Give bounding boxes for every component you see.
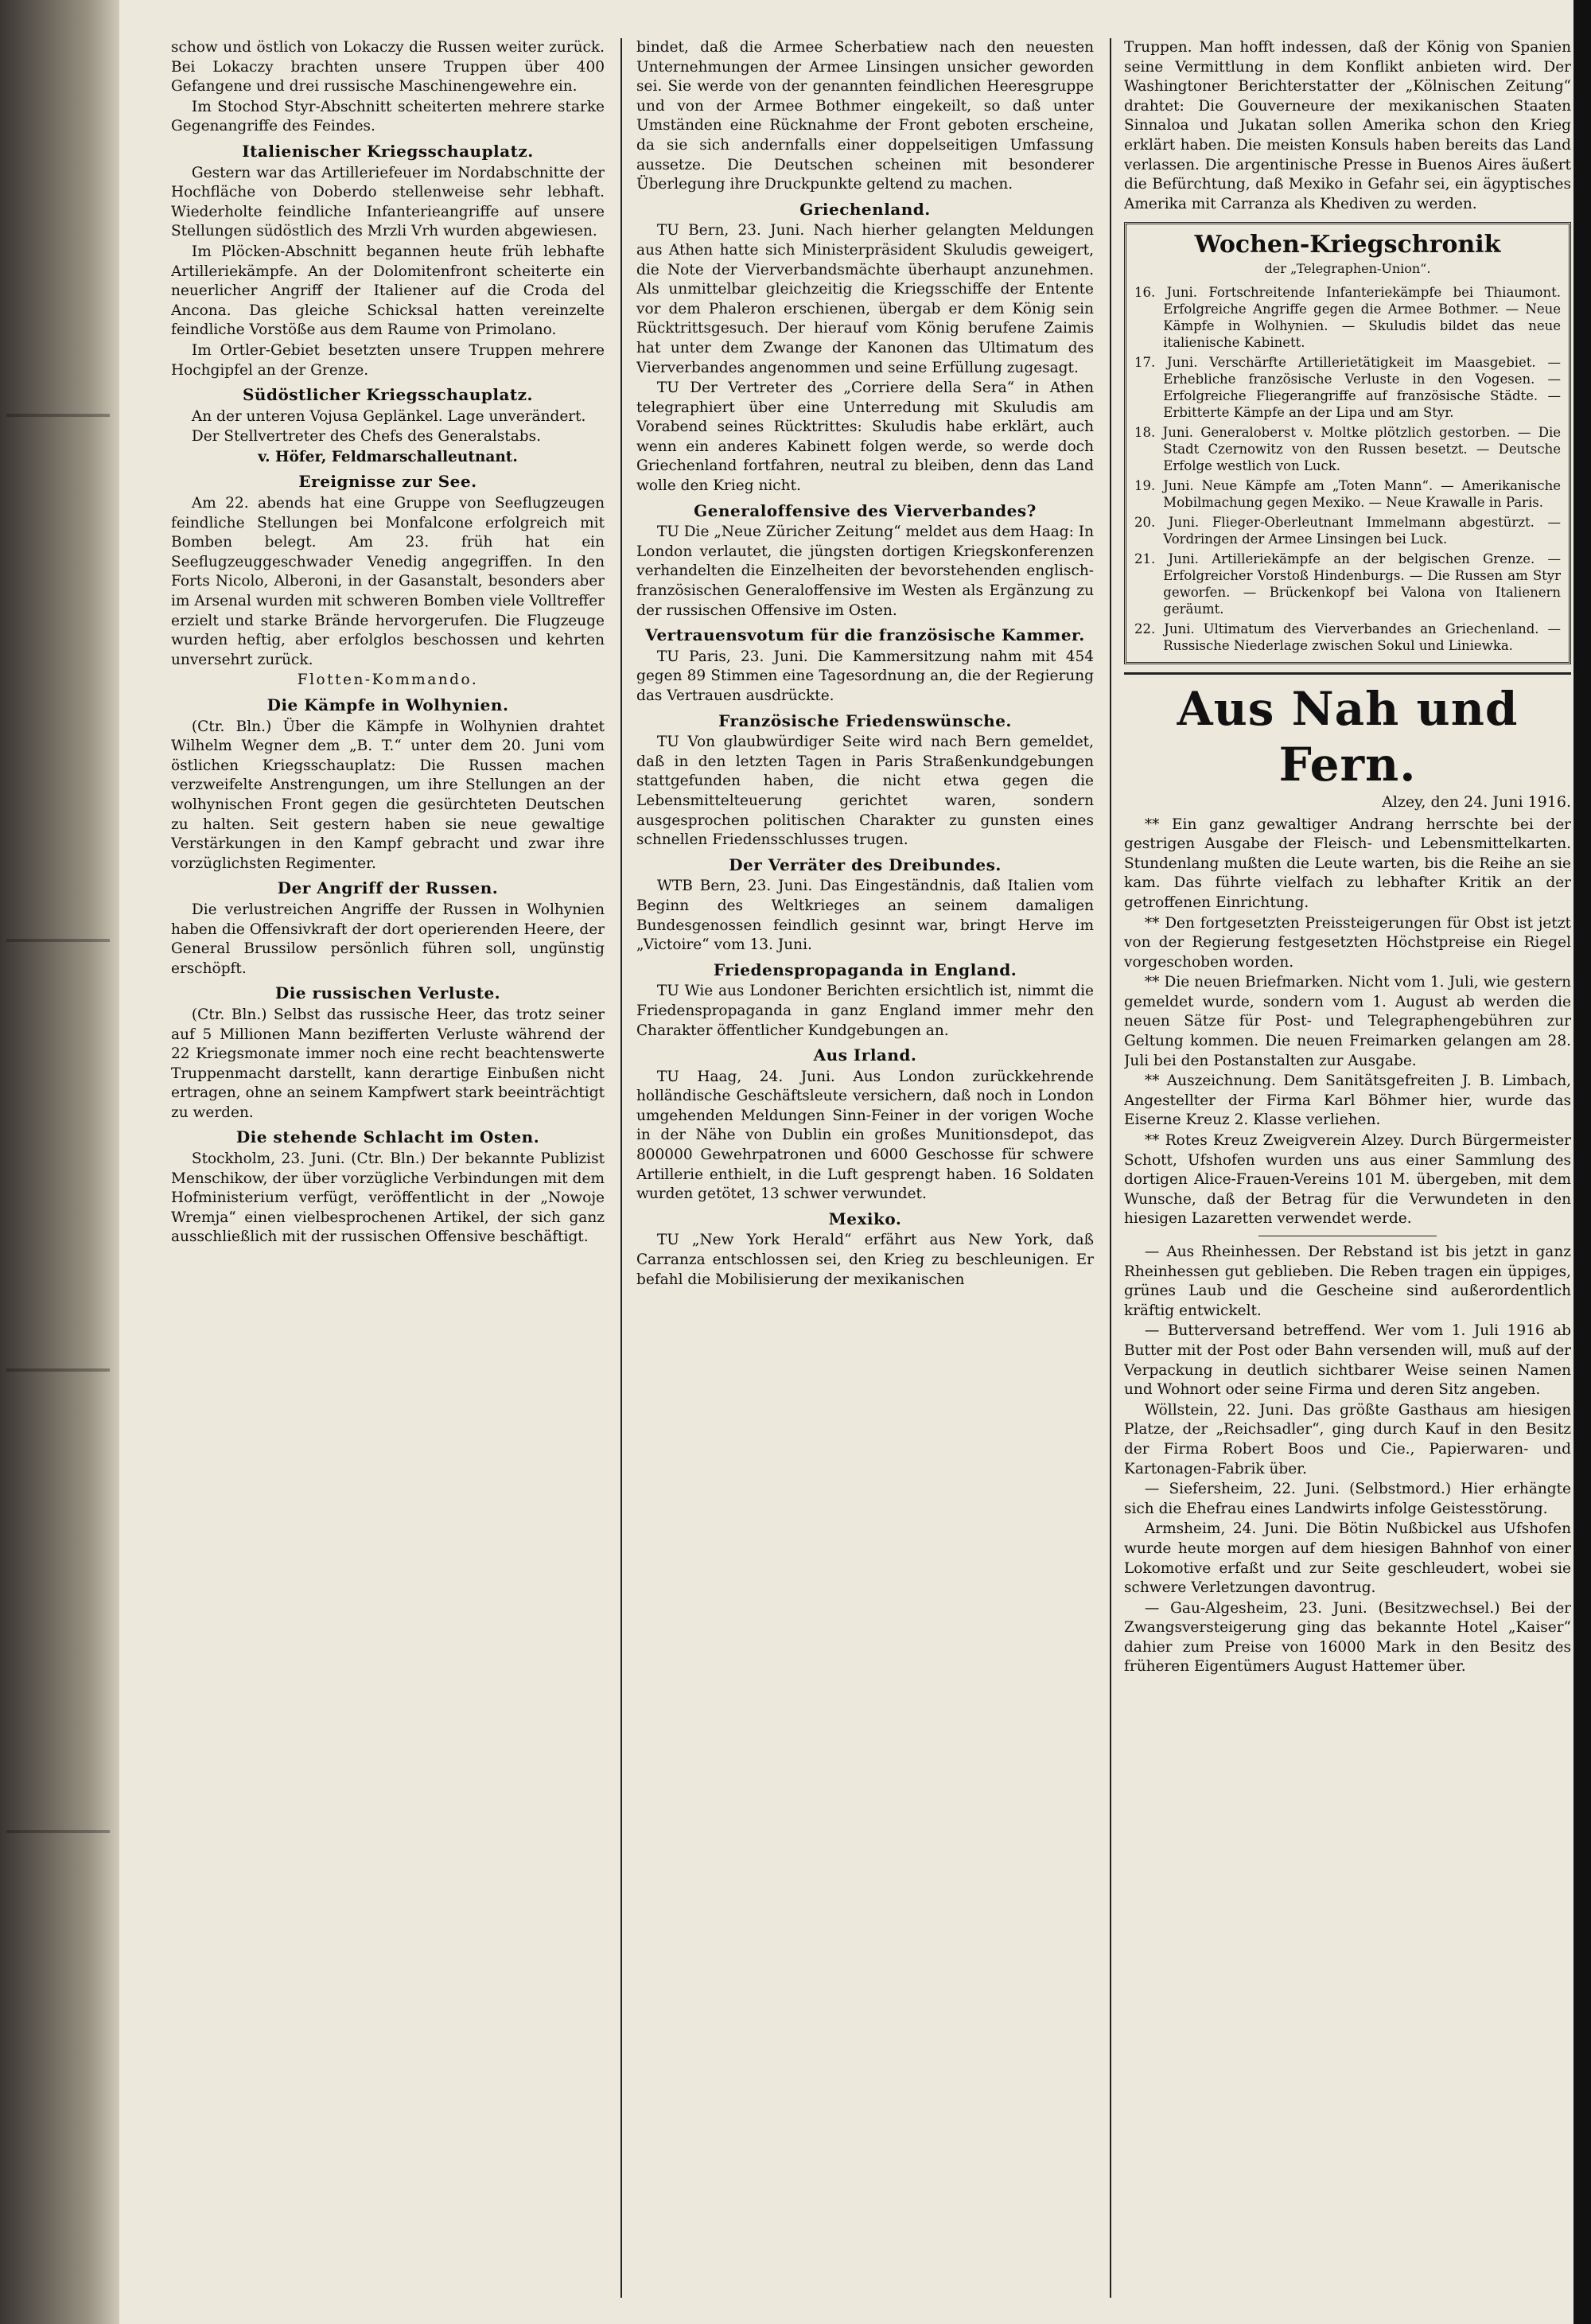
section-heading: Ereignisse zur See. [298,472,477,492]
paragraph: Truppen. Man hofft indessen, daß der König von Spanien seine Vermittlung in dem Konflikt anbieten wird. Der Washingtoner Berichterstatter der „Kölnischen Zeitung“ drahtet: Die Gouverneure der mexikanischen Staaten Sinnaloa und Jukatan sollen Amerika schon den Krieg erklärt haben. Die meisten Konsuls haben bereits das Land verlassen. Die argentinische Presse in Buenos Aires äußert die Befürchtung, daß Mexiko in Gefahr sei, ein ägyptisches Amerika mit Carranza als Khediven zu werden. [1124,39,1571,212]
paragraph: TU Bern, 23. Juni. Nach hierher gelangten Meldungen aus Athen hatte sich Ministerpräsident Skuludis geweigert, die Note der Vierverbandsmächte überhaupt anzunehmen. Als unmittelbar gleichzeitig die Kriegsschiffe der Entente vor dem Phaleron erschienen, übergab er dem König sein Rücktrittsgesuch. Der hierauf vom König berufene Zaimis hat unter dem Zwange der Kanonen das Ultimatum des Vierverbandes angenommen und seine Erfüllung zugesagt. [636,222,1094,376]
section-heading: Der Verräter des Dreibundes. [729,854,1002,874]
section-heading: Friedenspropaganda in England. [713,960,1017,979]
section-heading: Aus Irland. [813,1045,917,1065]
section-heading: Generaloffensive des Vierverbandes? [694,500,1037,520]
paragraph: ** Die neuen Briefmarken. Nicht vom 1. Juli, wie gestern gemeldet wurde, sondern vom 1. August ab werden die neuen Sätze für Post- und Telegraphengebühren zur Geltung kommen. Die neuen Freimarken gelangen am 28. Juli bei den Postanstalten zur Ausgabe. [1124,974,1571,1069]
book-binding [0,0,119,2324]
weekly-chronicle-box [1124,222,1571,664]
paragraph: bindet, daß die Armee Scherbatiew nach den neuesten Unternehmungen der Armee Linsingen unsicher geworden sei. Sie werde von der genannten feindlichen Heeresgruppe und von der Armee Bothmer eingekeilt, so daß unter Umständen eine Rücknahme der Front geboten erscheine, da sie sich andernfalls einer doppelseitigen Umfassung aussetze. Die Deutschen scheinen mit besonderer Überlegung ihre Druckpunkte geltend zu machen. [636,39,1094,193]
weekly-chronicle-entries [1134,284,1561,654]
section-heading: Italienischer Kriegsschauplatz. [242,141,534,161]
paragraph: TU Paris, 23. Juni. Die Kammersitzung nahm mit 454 gegen 89 Stimmen eine Tagesordnung an, die der Regierung das Vertrauen ausdrückte. [636,648,1094,704]
paragraph: WTB Bern, 23. Juni. Das Eingeständnis, daß Italien vom Beginn des Weltkrieges an seinem damaligen Bundesgenossen feindlich gesinnt war, bringt Herve im „Victoire“ vom 13. Juni. [636,878,1094,954]
section-heading: Die russischen Verluste. [274,983,501,1003]
section-heading: Der Angriff der Russen. [277,878,499,898]
weekly-chronicle-entry: 16. Juni. Fortschreitende Infanteriekämpfe bei Thiaumont. Erfolgreiche Angriffe gegen die Armee Bothmer. — Neue Kämpfe in Wolhynien. — Skuludis bildet das neue italienische Kabinett. [1134,284,1561,350]
column-divider [620,38,622,2298]
section-heading: Mexiko. [828,1209,902,1228]
paragraph: TU Haag, 24. Juni. Aus London zurückkehrende holländische Geschäftsleute versichern, daß noch in London umgehenden Meldungen Sinn-Feiner in der vorigen Woche in der Nähe von Dublin ein großes Munitionsdepot, das 800000 Gewehrpatronen und 6000 Geschosse für schwere Artillerie enthielt, in die Luft gesprengt haben. 16 Soldaten wurden getötet, 13 schwer verwundet. [636,1068,1094,1203]
paragraph: Gestern war das Artilleriefeuer im Nordabschnitte der Hochfläche von Doberdo stellenweise sehr lebhaft. Wiederholte feindliche Infanterieangriffe auf unsere Stellungen südöstlich des Mrzli Vrh wurden abgewiesen. [171,164,605,240]
paragraph: ** Ein ganz gewaltiger Andrang herrschte bei der gestrigen Ausgabe der Fleisch- und Lebensmittelkarten. Stundenlang mußten die Leute warten, bis die Reihe an sie kam. Das führte vielfach zu lebhafter Kritik an der getroffenen Einrichtung. [1124,816,1571,911]
paragraph: TU Der Vertreter des „Corriere della Sera“ in Athen telegraphiert über eine Unterredung mit Skuludis am Vorabend seines Rücktrittes: Skuludis habe erklärt, auch wenn ein anderes Kabinett folgen werde, so werde doch Griechenland fortfahren, neutral zu bleiben, denn das Land wolle den Krieg nicht. [636,380,1094,495]
signature-name: v. Höfer, Feldmarschalleutnant. [258,448,518,465]
paragraph: — Aus Rheinhessen. Der Rebstand ist bis jetzt in ganz Rheinhessen gut geblieben. Die Reben tragen ein üppiges, grünes Laub und die Gescheine sind außerordentlich kräftig entwickelt. [1124,1244,1571,1319]
section-heading: Die stehende Schlacht im Osten. [235,1127,540,1147]
weekly-chronicle-subtitle: der „Telegraphen-Union“. [1264,261,1431,277]
paragraph: — Butterversand betreffend. Wer vom 1. Juli 1916 ab Butter mit der Post oder Bahn versenden will, muß auf der Verpackung in deutlich sichtbarer Weise seinen Namen und Wohnort oder seine Firma und deren Sitz angeben. [1124,1322,1571,1399]
signature: Flotten-Kommando. [297,672,479,689]
local-news-dateline: Alzey, den 24. Juni 1916. [1382,792,1571,811]
column-1 [171,38,605,2298]
weekly-chronicle-entry: 20. Juni. Flieger-Oberleutnant Immelmann abgestürzt. — Vordringen der Armee Linsingen bei Luck. [1134,514,1561,547]
weekly-chronicle-entry: 18. Juni. Generaloberst v. Moltke plötzlich gestorben. — Die Stadt Czernowitz von den Russen besetzt. — Deutsche Erfolge westlich von Luck. [1134,424,1561,473]
paragraph: Im Plöcken-Abschnitt begannen heute früh lebhafte Artilleriekämpfe. An der Dolomitenfront scheiterte ein neuerlicher Angriff der Italiener auf die Croda del Ancona. Das gleiche Schicksal hatten vereinzelte feindliche Vorstöße aus dem Raume von Primolano. [171,243,605,339]
paragraph: — Gau-Algesheim, 23. Juni. (Besitzwechsel.) Bei der Zwangsversteigerung ging das bekannte Hotel „Kaiser“ dahier zum Preise von 16000 Mark in den Besitz des früheren Eigentümers August Hattemer über. [1124,1599,1571,1676]
paragraph: — Siefersheim, 22. Juni. (Selbstmord.) Hier erhängte sich die Ehefrau eines Landwirts infolge Geistesstörung. [1124,1481,1571,1517]
paragraph: TU Von glaubwürdiger Seite wird nach Bern gemeldet, daß in den letzten Tagen in Paris Straßenkundgebungen stattgefunden haben, die nicht etwa gegen die Lebensmittelteuerung gerichtet waren, sondern ausgesprochen politischen Charakter zu gunsten eines schnellen Friedensschlusses trugen. [636,734,1094,849]
local-news-title: Aus Nah und Fern. [1177,681,1519,792]
page-edge [1573,0,1591,2324]
weekly-chronicle-entry: 17. Juni. Verschärfte Artillerietätigkeit im Maasgebiet. — Erhebliche französische Verluste in den Vogesen. — Erfolgreiche Fliegerangriffe auf französische Städte. — Erbitterte Kämpfe an der Lipa und am Styr. [1134,354,1561,420]
paragraph: Wöllstein, 22. Juni. Das größte Gasthaus am hiesigen Platze, der „Reichsadler“, ging durch Kauf in den Besitz der Firma Robert Boos und Cie., Papierwaren- und Kartonagen-Fabrik über. [1124,1401,1571,1477]
section-heading: Vertrauensvotum für die französische Kammer. [645,625,1085,645]
paragraph: Im Ortler-Gebiet besetzten unsere Truppen mehrere Hochgipfel an der Grenze. [171,341,605,379]
paragraph: TU „New York Herald“ erfährt aus New York, daß Carranza entschlossen sei, den Krieg zu beschleunigen. Er befahl die Mobilisierung der mexikanischen [636,1232,1094,1288]
section-heading: Französische Friedenswünsche. [718,710,1012,730]
paragraph: ** Den fortgesetzten Preissteigerungen für Obst ist jetzt von der Regierung festgesetzten Höchstpreise ein Riegel vorgeschoben worden. [1124,914,1571,971]
paragraph: ** Auszeichnung. Dem Sanitätsgefreiten J. B. Limbach, Angestellter der Firma Karl Böhmer hier, wurde das Eiserne Kreuz 2. Klasse verliehen. [1124,1072,1571,1129]
section-heading: Südöstlicher Kriegsschauplatz. [242,385,533,405]
paragraph: Die verlustreichen Angriffe der Russen in Wolhynien haben die Offensivkraft der dort operierenden Heere, der General Brussilow persönlich führen soll, ungünstig erschöpft. [171,901,605,977]
paragraph: (Ctr. Bln.) Selbst das russische Heer, das trotz seiner auf 5 Millionen Mann bezifferten Verluste während der 22 Kriegsmonate immer noch eine recht beachtenswerte Truppenmacht darstellt, kann derartige Einbußen nicht ertragen, ohne an seinem Kampfwert stark beeinträchtigt zu werden. [171,1006,605,1121]
paragraph: Im Stochod Styr-Abschnitt scheiterten mehrere starke Gegenangriffe des Feindes. [171,98,605,135]
paragraph: Armsheim, 24. Juni. Die Bötin Nußbickel aus Ufshofen wurde heute morgen auf dem hiesigen Bahnhof von einer Lokomotive erfaßt und zur Seite geschleudert, wobei sie schwere Verletzungen davontrug. [1124,1520,1571,1597]
weekly-chronicle-entry: 19. Juni. Neue Kämpfe am „Toten Mann“. — Amerikanische Mobilmachung gegen Mexiko. — Neue Krawalle in Paris. [1134,477,1561,510]
column-divider [1110,38,1111,2298]
paragraph: TU Wie aus Londoner Berichten ersichtlich ist, nimmt die Friedenspropaganda in ganz England immer mehr den Charakter öffentlicher Kundgebungen an. [636,983,1094,1039]
paragraph: ** Rotes Kreuz Zweigverein Alzey. Durch Bürgermeister Schott, Ufshofen wurden uns aus einer Sammlung des dortigen Alice-Frauen-Vereins 101 M. übergeben, mit dem Wunsche, daß der Betrag für die Verwundeten in den hiesigen Lazaretten verwendet werde. [1124,1132,1571,1228]
weekly-chronicle-title: Wochen-Kriegschronik [1194,231,1501,259]
paragraph: An der unteren Vojusa Geplänkel. Lage unverändert. [191,407,586,425]
signature: Der Stellvertreter des Chefs des Generalstabs. [191,428,541,446]
paragraph: Am 22. abends hat eine Gruppe von Seeflugzeugen feindliche Stellungen bei Monfalcone erfolgreich mit Bomben belegt. Am 23. früh hat ein Seeflugzeuggeschwader Venedig angegriffen. In den Forts Nicolo, Alberoni, in der Gasanstalt, besonders aber im Arsenal wurden mit schweren Bomben viele Volltreffer erzielt und starke Brände hervorgerufen. Die Flugzeuge wurden heftig, aber erfolglos beschossen und kehrten unversehrt zurück. [171,495,605,668]
paragraph: Stockholm, 23. Juni. (Ctr. Bln.) Der bekannte Publizist Menschikow, der über vorzügliche Verbindungen mit dem Hofministerium verfügt, veröffentlicht in der „Nowoje Wremja“ einen vielbesprochenen Artikel, der sich ganz ausschließlich mit der russischen Offensive beschäftigt. [171,1150,605,1246]
paragraph: (Ctr. Bln.) Über die Kämpfe in Wolhynien drahtet Wilhelm Wegner dem „B. T.“ unter dem 20. Juni vom östlichen Kriegsschauplatz: Die Russen machen verzweifelte Anstrengungen, um ihre Stellungen an der wolhynischen Front gegen die gesürchteten Deutschen zu halten. Seit gestern haben sie neue gewaltige Verstärkungen in den Kampf gebracht und zwar ihre vorzüglichsten Regimenter. [171,718,605,872]
paragraph: schow und östlich von Lokaczy die Russen weiter zurück. Bei Lokaczy brachten unsere Truppen über 400 Gefangene und drei russische Maschinengewehre ein. [171,39,605,95]
section-divider [1124,672,1571,675]
column-3 [1124,38,1571,2298]
weekly-chronicle-entry: 22. Juni. Ultimatum des Vierverbandes an Griechenland. — Russische Niederlage zwischen Sokul und Liniewka. [1134,621,1561,653]
weekly-chronicle-entry: 21. Juni. Artilleriekämpfe an der belgischen Grenze. — Erfolgreicher Vorstoß Hindenburgs. — Die Russen am Styr geworfen. — Brückenkopf bei Valona von Italienern geräumt. [1134,551,1561,617]
section-heading: Die Kämpfe in Wolhynien. [266,695,509,714]
paragraph: TU Die „Neue Züricher Zeitung“ meldet aus dem Haag: In London verlautet, die jüngsten dortigen Kriegskonferenzen verhandelten die Einzelheiten der bevorstehenden englisch-französischen Generaloffensive im Westen als Ergänzung zu der russischen Offensive im Osten. [636,524,1094,619]
section-heading: Griechenland. [799,199,931,219]
column-2 [636,38,1094,2298]
